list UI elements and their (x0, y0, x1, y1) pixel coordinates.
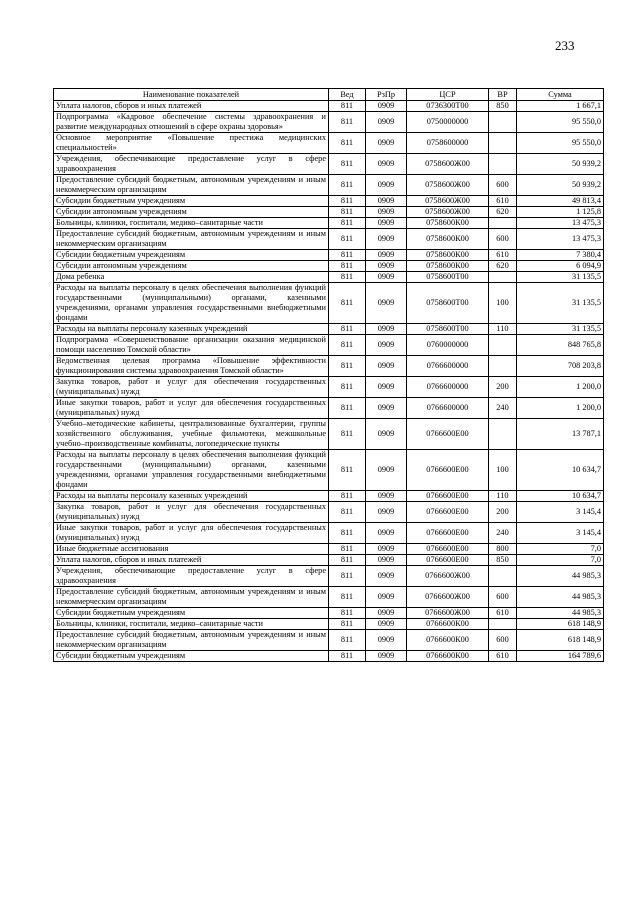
cell-rzpr: 0909 (366, 175, 407, 196)
cell-vr: 850 (489, 101, 517, 112)
cell-vr (489, 619, 517, 630)
cell-vr: 600 (489, 229, 517, 250)
cell-name: Предоставление субсидий бюджетным, автономным учреждениям и иным некоммерческим организациям (54, 175, 329, 196)
cell-rzpr: 0909 (366, 335, 407, 356)
table-row (54, 324, 604, 335)
header-vr: ВР (489, 89, 517, 101)
cell-name: Субсидии автономным учреждениям (54, 261, 329, 272)
cell-rzpr: 0909 (366, 229, 407, 250)
cell-csr: 0758600Т00 (407, 272, 489, 283)
table-row (54, 630, 604, 651)
cell-ved: 811 (329, 419, 366, 450)
cell-csr: 0736300Т00 (407, 101, 489, 112)
cell-rzpr: 0909 (366, 196, 407, 207)
cell-vr: 600 (489, 630, 517, 651)
cell-sum: 95 550,0 (517, 133, 604, 154)
cell-ved: 811 (329, 272, 366, 283)
cell-rzpr: 0909 (366, 608, 407, 619)
cell-sum: 13 475,3 (517, 218, 604, 229)
cell-sum: 3 145,4 (517, 523, 604, 544)
cell-name: Учреждения, обеспечивающие предоставление услуг в сфере здравоохранения (54, 566, 329, 587)
cell-sum: 44 985,3 (517, 587, 604, 608)
header-ved: Вед (329, 89, 366, 101)
cell-name: Субсидии бюджетным учреждениям (54, 196, 329, 207)
table-row (54, 112, 604, 133)
cell-ved: 811 (329, 218, 366, 229)
cell-rzpr: 0909 (366, 566, 407, 587)
cell-ved: 811 (329, 555, 366, 566)
cell-ved: 811 (329, 112, 366, 133)
cell-ved: 811 (329, 175, 366, 196)
cell-rzpr: 0909 (366, 261, 407, 272)
cell-csr: 0766600000 (407, 377, 489, 398)
cell-csr: 0758600Т00 (407, 324, 489, 335)
cell-sum: 708 203,8 (517, 356, 604, 377)
cell-vr (489, 566, 517, 587)
cell-name: Предоставление субсидий бюджетным, автономным учреждениям и иным некоммерческим организациям (54, 229, 329, 250)
cell-csr: 0766600Е00 (407, 544, 489, 555)
table-row (54, 196, 604, 207)
cell-vr (489, 154, 517, 175)
cell-name: Расходы на выплаты персоналу в целях обеспечения выполнения функций государственными (муниципальными) органами, казенными учреждениями, органами управления государственными внебюджетными фондами (54, 283, 329, 324)
cell-vr: 100 (489, 283, 517, 324)
page-number: 233 (555, 38, 575, 53)
cell-csr: 0766600Ж00 (407, 587, 489, 608)
cell-rzpr: 0909 (366, 587, 407, 608)
table-row (54, 555, 604, 566)
cell-vr (489, 272, 517, 283)
header-name: Наименование показателей (54, 89, 329, 101)
cell-sum: 1 200,0 (517, 398, 604, 419)
table-row (54, 491, 604, 502)
cell-ved: 811 (329, 283, 366, 324)
table-row (54, 154, 604, 175)
cell-sum: 618 148,9 (517, 619, 604, 630)
cell-rzpr: 0909 (366, 630, 407, 651)
cell-rzpr: 0909 (366, 398, 407, 419)
table-row (54, 450, 604, 491)
cell-name: Иные закупки товаров, работ и услуг для обеспечения государственных (муниципальных) нужд (54, 398, 329, 419)
cell-sum: 164 789,6 (517, 651, 604, 662)
cell-name: Дома ребенка (54, 272, 329, 283)
cell-csr: 0750000000 (407, 112, 489, 133)
cell-csr: 0766600Е00 (407, 523, 489, 544)
cell-sum: 50 939,2 (517, 175, 604, 196)
cell-name: Учреждения, обеспечивающие предоставление услуг в сфере здравоохранения (54, 154, 329, 175)
cell-vr: 610 (489, 196, 517, 207)
cell-rzpr: 0909 (366, 272, 407, 283)
cell-ved: 811 (329, 101, 366, 112)
cell-vr: 600 (489, 175, 517, 196)
cell-rzpr: 0909 (366, 133, 407, 154)
cell-sum: 618 148,9 (517, 630, 604, 651)
cell-vr: 600 (489, 587, 517, 608)
cell-sum: 10 634,7 (517, 491, 604, 502)
cell-vr: 620 (489, 261, 517, 272)
cell-rzpr: 0909 (366, 154, 407, 175)
cell-name: Больницы, клиники, госпитали, медико–санитарные части (54, 619, 329, 630)
cell-csr: 0758600К00 (407, 261, 489, 272)
cell-sum: 7,0 (517, 544, 604, 555)
cell-ved: 811 (329, 154, 366, 175)
cell-ved: 811 (329, 335, 366, 356)
cell-sum: 10 634,7 (517, 450, 604, 491)
budget-table (53, 88, 604, 662)
cell-csr: 0760000000 (407, 335, 489, 356)
cell-sum: 31 135,5 (517, 324, 604, 335)
cell-csr: 0758600000 (407, 133, 489, 154)
cell-name: Ведомственная целевая программа «Повышение эффективности функционирования системы здравоохранения Томской области» (54, 356, 329, 377)
table-header-row (54, 89, 604, 101)
cell-sum: 6 094,9 (517, 261, 604, 272)
cell-rzpr: 0909 (366, 419, 407, 450)
cell-csr: 0758600Ж00 (407, 207, 489, 218)
cell-rzpr: 0909 (366, 356, 407, 377)
cell-vr: 800 (489, 544, 517, 555)
cell-vr (489, 335, 517, 356)
cell-csr: 0766600К00 (407, 619, 489, 630)
cell-vr: 240 (489, 523, 517, 544)
table-row (54, 335, 604, 356)
cell-ved: 811 (329, 523, 366, 544)
cell-ved: 811 (329, 544, 366, 555)
cell-vr (489, 356, 517, 377)
table-row (54, 218, 604, 229)
cell-vr: 110 (489, 324, 517, 335)
cell-csr: 0758600К00 (407, 250, 489, 261)
cell-name: Субсидии бюджетным учреждениям (54, 250, 329, 261)
cell-name: Расходы на выплаты персоналу казенных учреждений (54, 491, 329, 502)
cell-name: Расходы на выплаты персоналу в целях обеспечения выполнения функций государственными (муниципальными) органами, казенными учреждениями, органами управления государственными внебюджетными фондами (54, 450, 329, 491)
cell-ved: 811 (329, 207, 366, 218)
cell-csr: 0766600Е00 (407, 450, 489, 491)
cell-sum: 13 787,1 (517, 419, 604, 450)
cell-name: Уплата налогов, сборов и иных платежей (54, 101, 329, 112)
table-row (54, 250, 604, 261)
cell-rzpr: 0909 (366, 377, 407, 398)
cell-ved: 811 (329, 587, 366, 608)
cell-ved: 811 (329, 324, 366, 335)
table-row (54, 523, 604, 544)
cell-sum: 49 813,4 (517, 196, 604, 207)
cell-vr: 610 (489, 608, 517, 619)
cell-sum: 95 550,0 (517, 112, 604, 133)
cell-vr: 110 (489, 491, 517, 502)
cell-name: Субсидии бюджетным учреждениям (54, 651, 329, 662)
cell-rzpr: 0909 (366, 283, 407, 324)
cell-sum: 1 200,0 (517, 377, 604, 398)
cell-vr: 200 (489, 377, 517, 398)
table-row (54, 566, 604, 587)
cell-name: Субсидии автономным учреждениям (54, 207, 329, 218)
table-row (54, 272, 604, 283)
cell-sum: 44 985,3 (517, 566, 604, 587)
cell-csr: 0766600Ж00 (407, 566, 489, 587)
cell-rzpr: 0909 (366, 218, 407, 229)
cell-vr (489, 419, 517, 450)
cell-sum: 44 985,3 (517, 608, 604, 619)
cell-ved: 811 (329, 377, 366, 398)
cell-ved: 811 (329, 196, 366, 207)
table-row (54, 283, 604, 324)
cell-csr: 0758600Ж00 (407, 154, 489, 175)
table-row (54, 356, 604, 377)
cell-rzpr: 0909 (366, 491, 407, 502)
cell-name: Иные бюджетные ассигнования (54, 544, 329, 555)
cell-ved: 811 (329, 608, 366, 619)
cell-vr: 620 (489, 207, 517, 218)
cell-csr: 0766600Е00 (407, 555, 489, 566)
cell-vr: 240 (489, 398, 517, 419)
cell-csr: 0766600К00 (407, 651, 489, 662)
cell-name: Основное мероприятие «Повышение престижа медицинских специальностей» (54, 133, 329, 154)
cell-sum: 7 380,4 (517, 250, 604, 261)
cell-name: Подпрограмма «Совершенствование организации оказания медицинской помощи населению Томской области» (54, 335, 329, 356)
cell-name: Расходы на выплаты персоналу казенных учреждений (54, 324, 329, 335)
cell-csr: 0766600000 (407, 356, 489, 377)
cell-csr: 0758600Т00 (407, 283, 489, 324)
cell-vr: 610 (489, 651, 517, 662)
cell-sum: 13 475,3 (517, 229, 604, 250)
cell-sum: 31 135,5 (517, 283, 604, 324)
table-row (54, 651, 604, 662)
table-row (54, 101, 604, 112)
cell-name: Уплата налогов, сборов и иных платежей (54, 555, 329, 566)
cell-ved: 811 (329, 229, 366, 250)
cell-csr: 0766600Ж00 (407, 608, 489, 619)
table-row (54, 619, 604, 630)
header-sum: Сумма (517, 89, 604, 101)
cell-ved: 811 (329, 398, 366, 419)
cell-vr (489, 133, 517, 154)
cell-rzpr: 0909 (366, 523, 407, 544)
cell-ved: 811 (329, 502, 366, 523)
header-csr: ЦСР (407, 89, 489, 101)
cell-rzpr: 0909 (366, 651, 407, 662)
cell-csr: 0758600Ж00 (407, 175, 489, 196)
cell-name: Иные закупки товаров, работ и услуг для обеспечения государственных (муниципальных) нужд (54, 523, 329, 544)
cell-csr: 0758600К00 (407, 229, 489, 250)
cell-csr: 0766600Е00 (407, 502, 489, 523)
cell-rzpr: 0909 (366, 619, 407, 630)
table-row (54, 133, 604, 154)
cell-rzpr: 0909 (366, 250, 407, 261)
cell-name: Подпрограмма «Кадровое обеспечение системы здравоохранения и развитие международных отношений в сфере охраны здоровья» (54, 112, 329, 133)
cell-name: Субсидии бюджетным учреждениям (54, 608, 329, 619)
cell-ved: 811 (329, 250, 366, 261)
cell-vr: 200 (489, 502, 517, 523)
cell-rzpr: 0909 (366, 207, 407, 218)
cell-sum: 1 125,8 (517, 207, 604, 218)
table-row (54, 207, 604, 218)
cell-ved: 811 (329, 619, 366, 630)
table-row (54, 544, 604, 555)
cell-rzpr: 0909 (366, 502, 407, 523)
cell-name: Больницы, клиники, госпитали, медико–санитарные части (54, 218, 329, 229)
cell-csr: 0766600000 (407, 398, 489, 419)
cell-csr: 0766600Е00 (407, 491, 489, 502)
cell-sum: 7,0 (517, 555, 604, 566)
cell-name: Закупка товаров, работ и услуг для обеспечения государственных (муниципальных) нужд (54, 502, 329, 523)
cell-rzpr: 0909 (366, 324, 407, 335)
table-row (54, 419, 604, 450)
cell-vr: 610 (489, 250, 517, 261)
cell-rzpr: 0909 (366, 450, 407, 491)
cell-ved: 811 (329, 566, 366, 587)
cell-csr: 0758600К00 (407, 218, 489, 229)
cell-ved: 811 (329, 491, 366, 502)
cell-ved: 811 (329, 356, 366, 377)
table-row (54, 502, 604, 523)
table-row (54, 175, 604, 196)
table-row (54, 261, 604, 272)
cell-rzpr: 0909 (366, 544, 407, 555)
cell-ved: 811 (329, 450, 366, 491)
cell-sum: 3 145,4 (517, 502, 604, 523)
table-row (54, 398, 604, 419)
cell-rzpr: 0909 (366, 101, 407, 112)
table-row (54, 587, 604, 608)
cell-name: Закупка товаров, работ и услуг для обеспечения государственных (муниципальных) нужд (54, 377, 329, 398)
cell-vr: 850 (489, 555, 517, 566)
cell-name: Учебно–методические кабинеты, централизованные бухгалтерии, группы хозяйственного обслуживания, учебные фильмотеки, межшкольные учебно–производственные комбинаты, логопедические пункты (54, 419, 329, 450)
cell-csr: 0758600Ж00 (407, 196, 489, 207)
header-rzpr: РзПр (366, 89, 407, 101)
cell-ved: 811 (329, 630, 366, 651)
cell-rzpr: 0909 (366, 555, 407, 566)
cell-vr: 100 (489, 450, 517, 491)
cell-rzpr: 0909 (366, 112, 407, 133)
cell-vr (489, 112, 517, 133)
cell-ved: 811 (329, 651, 366, 662)
cell-ved: 811 (329, 133, 366, 154)
table-row (54, 608, 604, 619)
cell-csr: 0766600К00 (407, 630, 489, 651)
cell-ved: 811 (329, 261, 366, 272)
cell-sum: 50 939,2 (517, 154, 604, 175)
table-body (54, 101, 604, 662)
cell-name: Предоставление субсидий бюджетным, автономным учреждениям и иным некоммерческим организациям (54, 630, 329, 651)
cell-sum: 848 765,8 (517, 335, 604, 356)
cell-csr: 0766600Е00 (407, 419, 489, 450)
cell-sum: 31 135,5 (517, 272, 604, 283)
table-row (54, 229, 604, 250)
table-row (54, 377, 604, 398)
cell-sum: 1 667,1 (517, 101, 604, 112)
cell-vr (489, 218, 517, 229)
cell-name: Предоставление субсидий бюджетным, автономным учреждениям и иным некоммерческим организациям (54, 587, 329, 608)
